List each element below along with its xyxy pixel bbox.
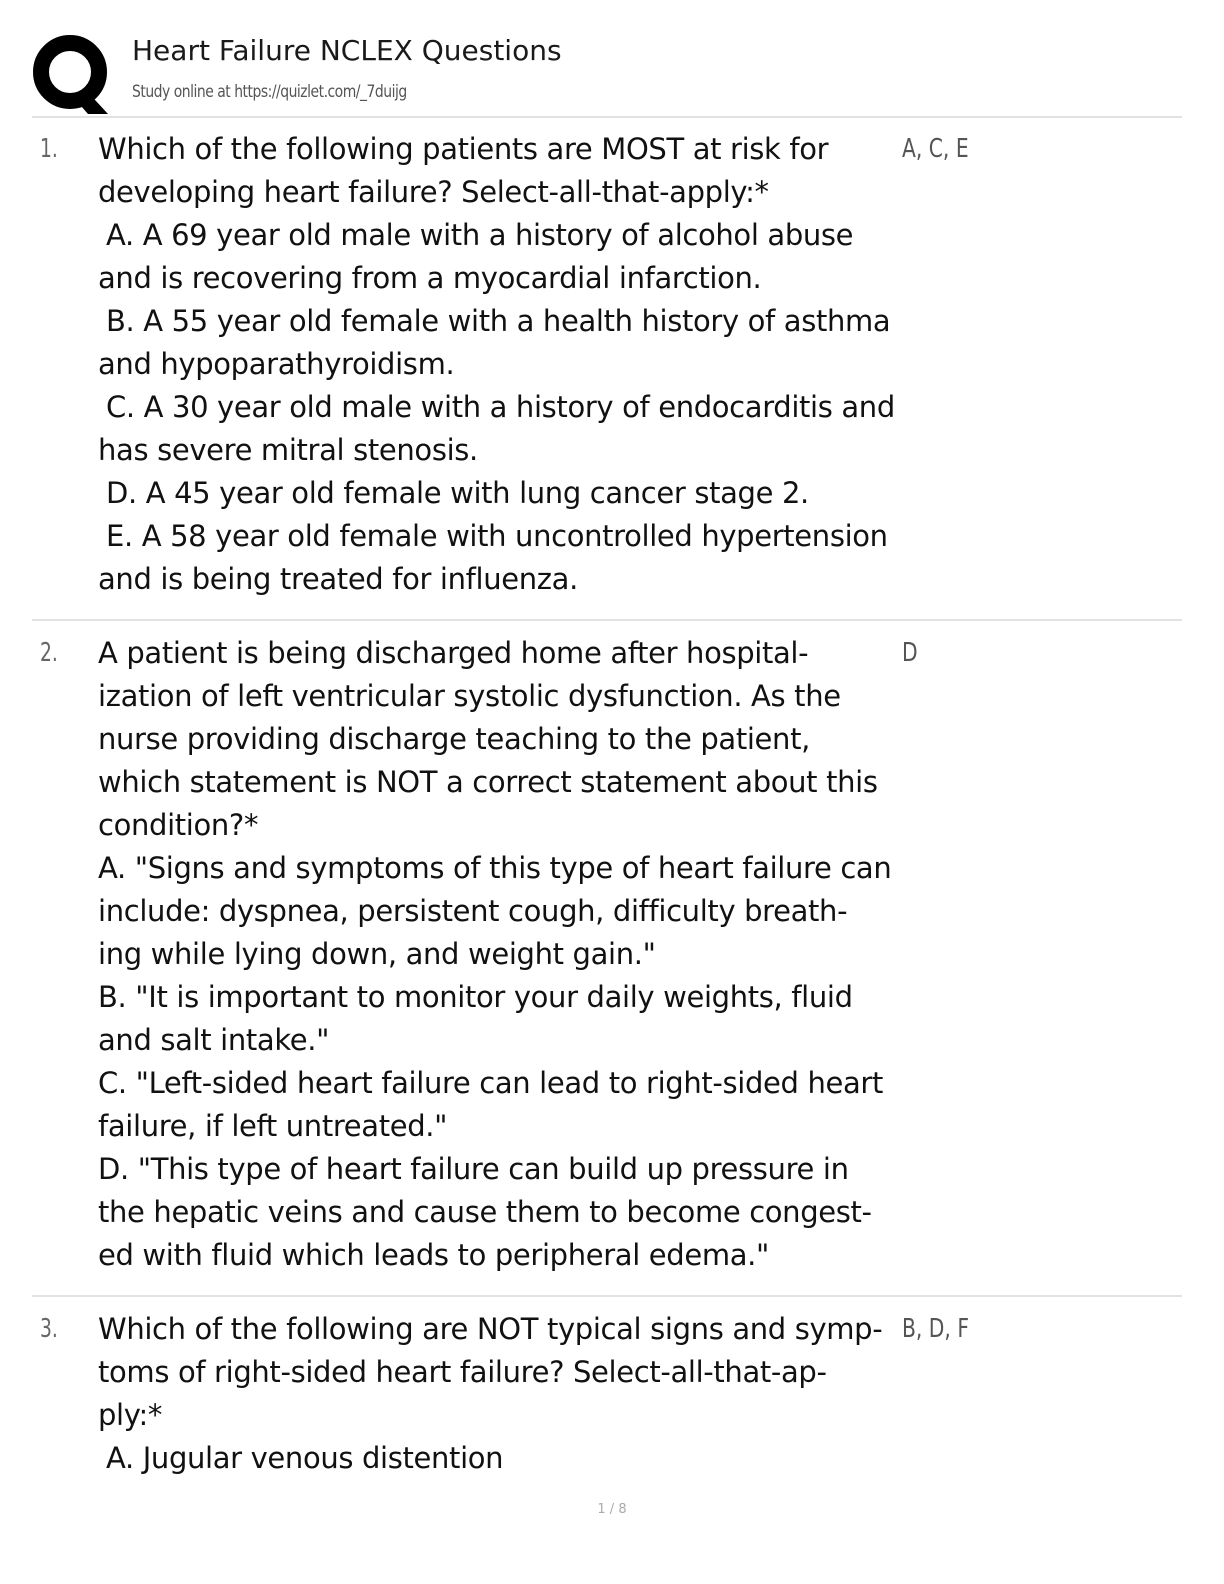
question-line: has severe mitral stenosis. bbox=[98, 433, 478, 467]
option-a: A. A 69 year old male with a history of alcohol abuse bbox=[106, 218, 854, 252]
option-b: B. A 55 year old female with a health history of asthma bbox=[106, 304, 891, 338]
option-b: B. "It is important to monitor your daily weights, fluid bbox=[98, 980, 853, 1014]
question-line: ply:* bbox=[98, 1398, 163, 1432]
question-line: ed with fluid which leads to peripheral edema." bbox=[98, 1238, 770, 1272]
question-text bbox=[98, 632, 898, 1277]
question-number: 2. bbox=[40, 638, 58, 668]
study-online-link[interactable]: Study online at https://quizlet.com/_7duijg bbox=[132, 82, 407, 102]
answer-text: B, D, F bbox=[902, 1314, 969, 1344]
question-text bbox=[98, 1308, 898, 1480]
divider bbox=[32, 619, 1182, 621]
answer-text: D bbox=[902, 638, 918, 668]
question-line: and is being treated for influenza. bbox=[98, 562, 578, 596]
question-line: and is recovering from a myocardial infarction. bbox=[98, 261, 762, 295]
question-line: and salt intake." bbox=[98, 1023, 330, 1057]
question-line: failure, if left untreated." bbox=[98, 1109, 448, 1143]
question-line: nurse providing discharge teaching to the patient, bbox=[98, 722, 810, 756]
question-line: A patient is being discharged home after hospital- bbox=[98, 636, 809, 670]
divider bbox=[32, 1295, 1182, 1297]
option-c: C. A 30 year old male with a history of endocarditis and bbox=[106, 390, 895, 424]
question-line: condition?* bbox=[98, 808, 259, 842]
quizlet-q-logo-icon bbox=[32, 34, 112, 114]
question-line: developing heart failure? Select-all-that-apply:* bbox=[98, 175, 769, 209]
question-line: ization of left ventricular systolic dysfunction. As the bbox=[98, 679, 841, 713]
question-line: ing while lying down, and weight gain." bbox=[98, 937, 656, 971]
answer-text: A, C, E bbox=[902, 134, 969, 164]
question-text bbox=[98, 128, 898, 601]
document-title: Heart Failure NCLEX Questions bbox=[132, 34, 562, 67]
question-line: Which of the following are NOT typical signs and symp- bbox=[98, 1312, 883, 1346]
divider bbox=[32, 116, 1182, 118]
page-header bbox=[32, 26, 1182, 118]
option-e: E. A 58 year old female with uncontrolled hypertension bbox=[106, 519, 888, 553]
question-line: include: dyspnea, persistent cough, difficulty breath- bbox=[98, 894, 848, 928]
question-number: 3. bbox=[40, 1314, 58, 1344]
question-number: 1. bbox=[40, 134, 58, 164]
question-line: which statement is NOT a correct statement about this bbox=[98, 765, 878, 799]
option-d: D. "This type of heart failure can build up pressure in bbox=[98, 1152, 849, 1186]
option-a: A. Jugular venous distention bbox=[106, 1441, 504, 1475]
option-a: A. "Signs and symptoms of this type of heart failure can bbox=[98, 851, 892, 885]
question-line: toms of right-sided heart failure? Select-all-that-ap- bbox=[98, 1355, 827, 1389]
question-line: the hepatic veins and cause them to become congest- bbox=[98, 1195, 872, 1229]
option-c: C. "Left-sided heart failure can lead to right-sided heart bbox=[98, 1066, 883, 1100]
question-line: and hypoparathyroidism. bbox=[98, 347, 455, 381]
page-number: 1 / 8 bbox=[597, 1502, 627, 1517]
option-d: D. A 45 year old female with lung cancer stage 2. bbox=[106, 476, 809, 510]
question-line: Which of the following patients are MOST at risk for bbox=[98, 132, 829, 166]
